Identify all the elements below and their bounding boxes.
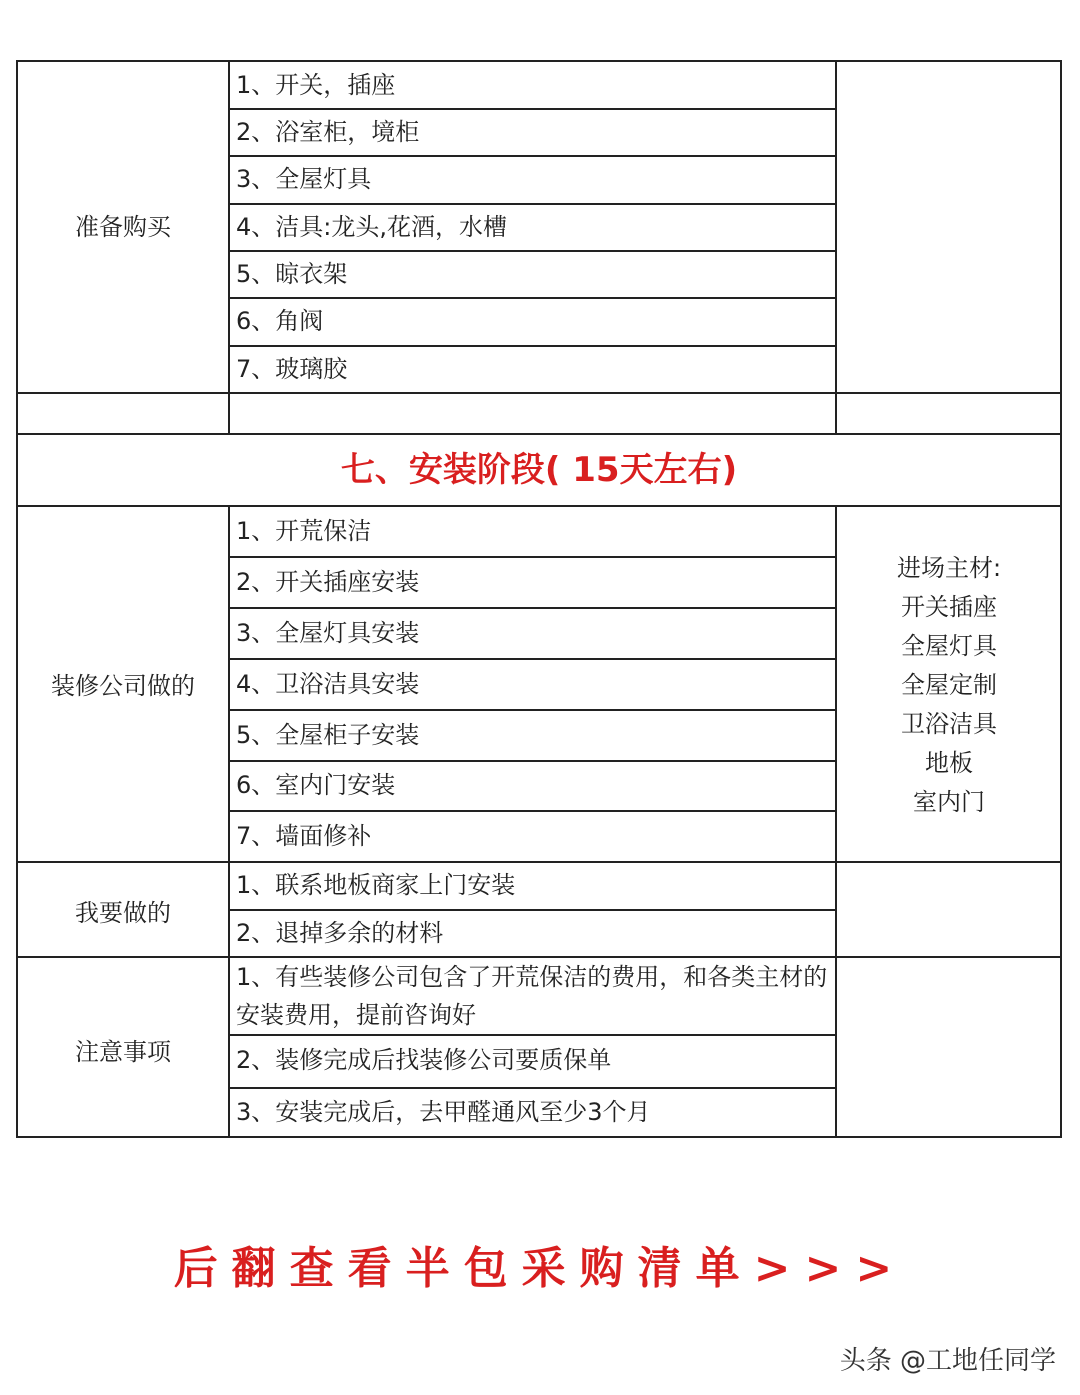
list-item: 7、墙面修补 [236,822,372,850]
list-item: 4、卫浴洁具安装 [236,670,420,698]
list-item: 2、浴室柜，境柜 [236,118,420,146]
table-border [16,392,1062,394]
materials-note [838,549,1060,822]
list-item: 1、开关，插座 [236,71,396,99]
list-item: 3、安装完成后，去甲醛通风至少3个月 [236,1098,651,1126]
row-divider [228,297,837,299]
list-item: 3、全屋灯具安装 [236,619,420,647]
category-label-prepare: 准备购买 [75,213,171,241]
row-divider [228,1087,837,1089]
list-item: 5、全屋柜子安装 [236,721,420,749]
list-item: 2、开关插座安装 [236,568,420,596]
table-border [835,60,837,434]
category-label-me: 我要做的 [75,899,171,927]
row-divider [228,760,837,762]
row-divider [228,658,837,660]
table-border [835,505,837,1138]
row-divider [228,909,837,911]
row-divider [228,250,837,252]
note-line: 全屋灯具 [901,632,997,660]
list-item: 7、玻璃胶 [236,355,348,383]
note-line: 卫浴洁具 [901,710,997,738]
note-line: 地板 [925,749,973,777]
row-divider [228,607,837,609]
note-line: 进场主材: [896,554,1002,582]
row-divider [228,1034,837,1036]
note-line: 室内门 [913,788,985,816]
table-border [16,60,1062,62]
note-line: 全屋定制 [901,671,997,699]
row-divider [228,108,837,110]
list-item: 4、洁具:龙头,花酒，水槽 [236,213,507,241]
list-item: 6、室内门安装 [236,771,396,799]
section-title: 七、安装阶段( 15天左右) [340,450,738,490]
table-border [16,861,1062,863]
list-item: 1、有些装修公司包含了开荒保洁的费用，和各类主材的安装费用，提前咨询好 [236,963,828,1029]
list-item: 2、装修完成后找装修公司要质保单 [236,1046,612,1074]
list-item: 1、联系地板商家上门安装 [236,871,516,899]
note-line: 开关插座 [901,593,997,621]
category-label-company: 装修公司做的 [51,672,195,700]
row-divider [228,810,837,812]
row-divider [228,556,837,558]
list-item: 6、角阀 [236,307,324,335]
list-item: 1、开荒保洁 [236,517,372,545]
table-border [16,1136,1062,1138]
table-border [228,505,230,1138]
row-divider [228,709,837,711]
table-border [228,60,230,434]
row-divider [228,345,837,347]
table-border [1060,60,1062,1138]
list-item: 5、晾衣架 [236,260,348,288]
next-page-link[interactable]: 后翻查看半包采购清单>>> [173,1243,907,1294]
row-divider [228,155,837,157]
list-item: 3、全屋灯具 [236,165,372,193]
category-label-caution: 注意事项 [75,1038,171,1066]
row-divider [228,203,837,205]
list-item: 2、退掉多余的材料 [236,919,444,947]
watermark: 头条 @工地任同学 [839,1346,1056,1376]
